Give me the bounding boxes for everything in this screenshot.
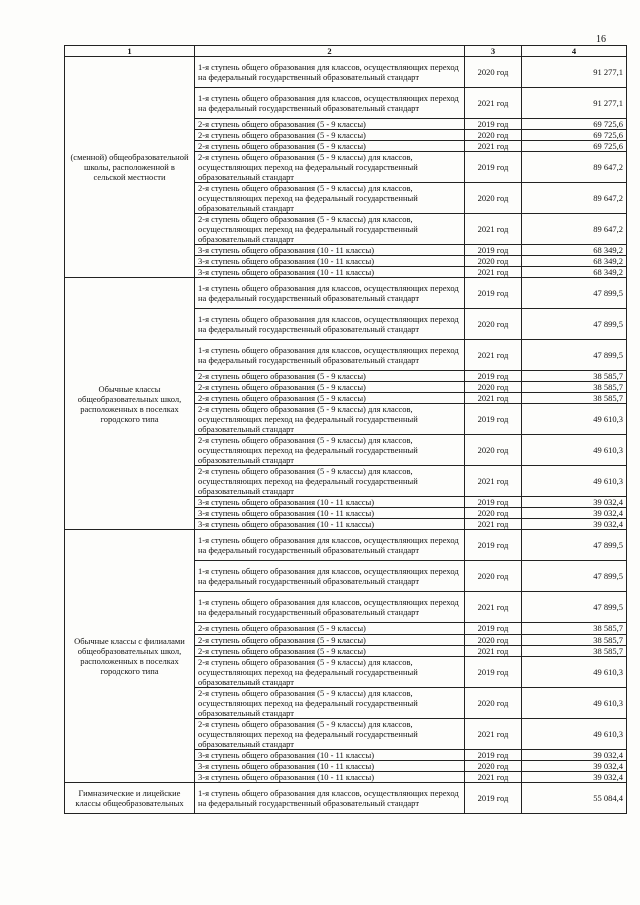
year-cell: 2019 год bbox=[465, 404, 522, 435]
education-level-cell: 2-я ступень общего образования (5 - 9 классы) bbox=[195, 119, 465, 130]
amount-cell: 68 349,2 bbox=[522, 267, 627, 278]
year-cell: 2021 год bbox=[465, 88, 522, 119]
education-level-cell: 3-я ступень общего образования (10 - 11 классы) bbox=[195, 760, 465, 771]
amount-cell: 47 899,5 bbox=[522, 278, 627, 309]
education-level-cell: 2-я ступень общего образования (5 - 9 классы) для классов, осуществляющих переход на федеральный государственный образовательный стандарт bbox=[195, 435, 465, 466]
amount-cell: 69 725,6 bbox=[522, 141, 627, 152]
amount-cell: 47 899,5 bbox=[522, 530, 627, 561]
amount-cell: 39 032,4 bbox=[522, 508, 627, 519]
education-level-cell: 2-я ступень общего образования (5 - 9 классы) для классов, осуществляющих переход на федеральный государственный образовательный стандарт bbox=[195, 718, 465, 749]
education-level-cell: 1-я ступень общего образования для классов, осуществляющих переход на федеральный государственный образовательный стандарт bbox=[195, 592, 465, 623]
amount-cell: 47 899,5 bbox=[522, 561, 627, 592]
amount-cell: 38 585,7 bbox=[522, 623, 627, 634]
education-level-cell: 2-я ступень общего образования (5 - 9 классы) bbox=[195, 645, 465, 656]
education-level-cell: 3-я ступень общего образования (10 - 11 классы) bbox=[195, 771, 465, 782]
education-level-cell: 2-я ступень общего образования (5 - 9 классы) bbox=[195, 141, 465, 152]
year-cell: 2019 год bbox=[465, 245, 522, 256]
amount-cell: 91 277,1 bbox=[522, 88, 627, 119]
amount-cell: 47 899,5 bbox=[522, 592, 627, 623]
table-row bbox=[65, 782, 627, 813]
year-cell: 2020 год bbox=[465, 309, 522, 340]
amount-cell: 38 585,7 bbox=[522, 645, 627, 656]
education-level-cell: 2-я ступень общего образования (5 - 9 классы) для классов, осуществляющих переход на федеральный государственный образовательный стандарт bbox=[195, 687, 465, 718]
cost-table bbox=[64, 45, 627, 814]
year-cell: 2021 год bbox=[465, 340, 522, 371]
amount-cell: 68 349,2 bbox=[522, 256, 627, 267]
year-cell: 2020 год bbox=[465, 561, 522, 592]
year-cell: 2019 год bbox=[465, 278, 522, 309]
education-level-cell: 1-я ступень общего образования для классов, осуществляющих переход на федеральный государственный образовательный стандарт bbox=[195, 530, 465, 561]
education-level-cell: 2-я ступень общего образования (5 - 9 классы) для классов, осуществляющих переход на федеральный государственный образовательный стандарт bbox=[195, 466, 465, 497]
page-number: 16 bbox=[596, 34, 606, 45]
education-level-cell: 2-я ступень общего образования (5 - 9 классы) bbox=[195, 623, 465, 634]
amount-cell: 89 647,2 bbox=[522, 152, 627, 183]
group-label: Гимназические и лицейские классы общеобразовательных bbox=[65, 782, 195, 813]
year-cell: 2020 год bbox=[465, 183, 522, 214]
education-level-cell: 3-я ступень общего образования (10 - 11 классы) bbox=[195, 519, 465, 530]
amount-cell: 55 084,4 bbox=[522, 782, 627, 813]
year-cell: 2019 год bbox=[465, 782, 522, 813]
group-label: (сменной) общеобразовательной школы, расположенной в сельской местности bbox=[65, 57, 195, 278]
group-label: Обычные классы с филиалами общеобразовательных школ, расположенных в поселках городского типа bbox=[65, 530, 195, 782]
education-level-cell: 2-я ступень общего образования (5 - 9 классы) для классов, осуществляющих переход на федеральный государственный образовательный стандарт bbox=[195, 656, 465, 687]
year-cell: 2019 год bbox=[465, 119, 522, 130]
year-cell: 2021 год bbox=[465, 141, 522, 152]
education-level-cell: 1-я ступень общего образования для классов, осуществляющих переход на федеральный государственный образовательный стандарт bbox=[195, 340, 465, 371]
year-cell: 2021 год bbox=[465, 645, 522, 656]
education-level-cell: 1-я ступень общего образования для классов, осуществляющих переход на федеральный государственный образовательный стандарт bbox=[195, 278, 465, 309]
amount-cell: 49 610,3 bbox=[522, 656, 627, 687]
header-col-4: 4 bbox=[522, 46, 627, 57]
table-header-row bbox=[65, 46, 627, 57]
year-cell: 2019 год bbox=[465, 656, 522, 687]
year-cell: 2021 год bbox=[465, 718, 522, 749]
amount-cell: 49 610,3 bbox=[522, 687, 627, 718]
education-level-cell: 2-я ступень общего образования (5 - 9 классы) для классов, осуществляющих переход на федеральный государственный образовательный стандарт bbox=[195, 152, 465, 183]
year-cell: 2020 год bbox=[465, 435, 522, 466]
education-level-cell: 3-я ступень общего образования (10 - 11 классы) bbox=[195, 749, 465, 760]
year-cell: 2021 год bbox=[465, 214, 522, 245]
amount-cell: 38 585,7 bbox=[522, 393, 627, 404]
amount-cell: 69 725,6 bbox=[522, 119, 627, 130]
education-level-cell: 3-я ступень общего образования (10 - 11 классы) bbox=[195, 256, 465, 267]
year-cell: 2020 год bbox=[465, 508, 522, 519]
table-row bbox=[65, 530, 627, 561]
year-cell: 2019 год bbox=[465, 749, 522, 760]
education-level-cell: 3-я ступень общего образования (10 - 11 классы) bbox=[195, 245, 465, 256]
amount-cell: 47 899,5 bbox=[522, 340, 627, 371]
education-level-cell: 2-я ступень общего образования (5 - 9 классы) bbox=[195, 371, 465, 382]
amount-cell: 49 610,3 bbox=[522, 435, 627, 466]
education-level-cell: 2-я ступень общего образования (5 - 9 классы) bbox=[195, 382, 465, 393]
education-level-cell: 2-я ступень общего образования (5 - 9 классы) bbox=[195, 130, 465, 141]
year-cell: 2020 год bbox=[465, 687, 522, 718]
year-cell: 2019 год bbox=[465, 371, 522, 382]
header-col-1: 1 bbox=[65, 46, 195, 57]
year-cell: 2020 год bbox=[465, 57, 522, 88]
education-level-cell: 2-я ступень общего образования (5 - 9 классы) для классов, осуществляющих переход на федеральный государственный образовательный стандарт bbox=[195, 214, 465, 245]
group-label: Обычные классы общеобразовательных школ, расположенных в поселках городского типа bbox=[65, 278, 195, 530]
year-cell: 2019 год bbox=[465, 497, 522, 508]
education-level-cell: 3-я ступень общего образования (10 - 11 классы) bbox=[195, 267, 465, 278]
education-level-cell: 2-я ступень общего образования (5 - 9 классы) для классов, осуществляющих переход на федеральный государственный образовательный стандарт bbox=[195, 404, 465, 435]
education-level-cell: 3-я ступень общего образования (10 - 11 классы) bbox=[195, 497, 465, 508]
education-level-cell: 2-я ступень общего образования (5 - 9 классы) bbox=[195, 393, 465, 404]
year-cell: 2021 год bbox=[465, 267, 522, 278]
year-cell: 2020 год bbox=[465, 760, 522, 771]
amount-cell: 49 610,3 bbox=[522, 466, 627, 497]
year-cell: 2021 год bbox=[465, 393, 522, 404]
year-cell: 2021 год bbox=[465, 592, 522, 623]
year-cell: 2021 год bbox=[465, 771, 522, 782]
education-level-cell: 1-я ступень общего образования для классов, осуществляющих переход на федеральный государственный образовательный стандарт bbox=[195, 782, 465, 813]
amount-cell: 91 277,1 bbox=[522, 57, 627, 88]
education-level-cell: 2-я ступень общего образования (5 - 9 классы) bbox=[195, 634, 465, 645]
year-cell: 2020 год bbox=[465, 382, 522, 393]
table-row bbox=[65, 278, 627, 309]
education-level-cell: 1-я ступень общего образования для классов, осуществляющих переход на федеральный государственный образовательный стандарт bbox=[195, 309, 465, 340]
year-cell: 2020 год bbox=[465, 634, 522, 645]
year-cell: 2021 год bbox=[465, 519, 522, 530]
year-cell: 2019 год bbox=[465, 152, 522, 183]
amount-cell: 47 899,5 bbox=[522, 309, 627, 340]
header-col-3: 3 bbox=[465, 46, 522, 57]
education-level-cell: 1-я ступень общего образования для классов, осуществляющих переход на федеральный государственный образовательный стандарт bbox=[195, 57, 465, 88]
amount-cell: 49 610,3 bbox=[522, 404, 627, 435]
education-level-cell: 1-я ступень общего образования для классов, осуществляющих переход на федеральный государственный образовательный стандарт bbox=[195, 88, 465, 119]
amount-cell: 89 647,2 bbox=[522, 214, 627, 245]
amount-cell: 68 349,2 bbox=[522, 245, 627, 256]
year-cell: 2020 год bbox=[465, 256, 522, 267]
education-level-cell: 3-я ступень общего образования (10 - 11 классы) bbox=[195, 508, 465, 519]
amount-cell: 69 725,6 bbox=[522, 130, 627, 141]
year-cell: 2021 год bbox=[465, 466, 522, 497]
year-cell: 2019 год bbox=[465, 530, 522, 561]
year-cell: 2020 год bbox=[465, 130, 522, 141]
amount-cell: 39 032,4 bbox=[522, 760, 627, 771]
amount-cell: 39 032,4 bbox=[522, 497, 627, 508]
amount-cell: 39 032,4 bbox=[522, 749, 627, 760]
year-cell: 2019 год bbox=[465, 623, 522, 634]
table-row bbox=[65, 57, 627, 88]
amount-cell: 38 585,7 bbox=[522, 371, 627, 382]
amount-cell: 38 585,7 bbox=[522, 382, 627, 393]
header-col-2: 2 bbox=[195, 46, 465, 57]
amount-cell: 89 647,2 bbox=[522, 183, 627, 214]
amount-cell: 38 585,7 bbox=[522, 634, 627, 645]
education-level-cell: 1-я ступень общего образования для классов, осуществляющих переход на федеральный государственный образовательный стандарт bbox=[195, 561, 465, 592]
amount-cell: 39 032,4 bbox=[522, 519, 627, 530]
education-level-cell: 2-я ступень общего образования (5 - 9 классы) для классов, осуществляющих переход на федеральный государственный образовательный стандарт bbox=[195, 183, 465, 214]
amount-cell: 39 032,4 bbox=[522, 771, 627, 782]
amount-cell: 49 610,3 bbox=[522, 718, 627, 749]
